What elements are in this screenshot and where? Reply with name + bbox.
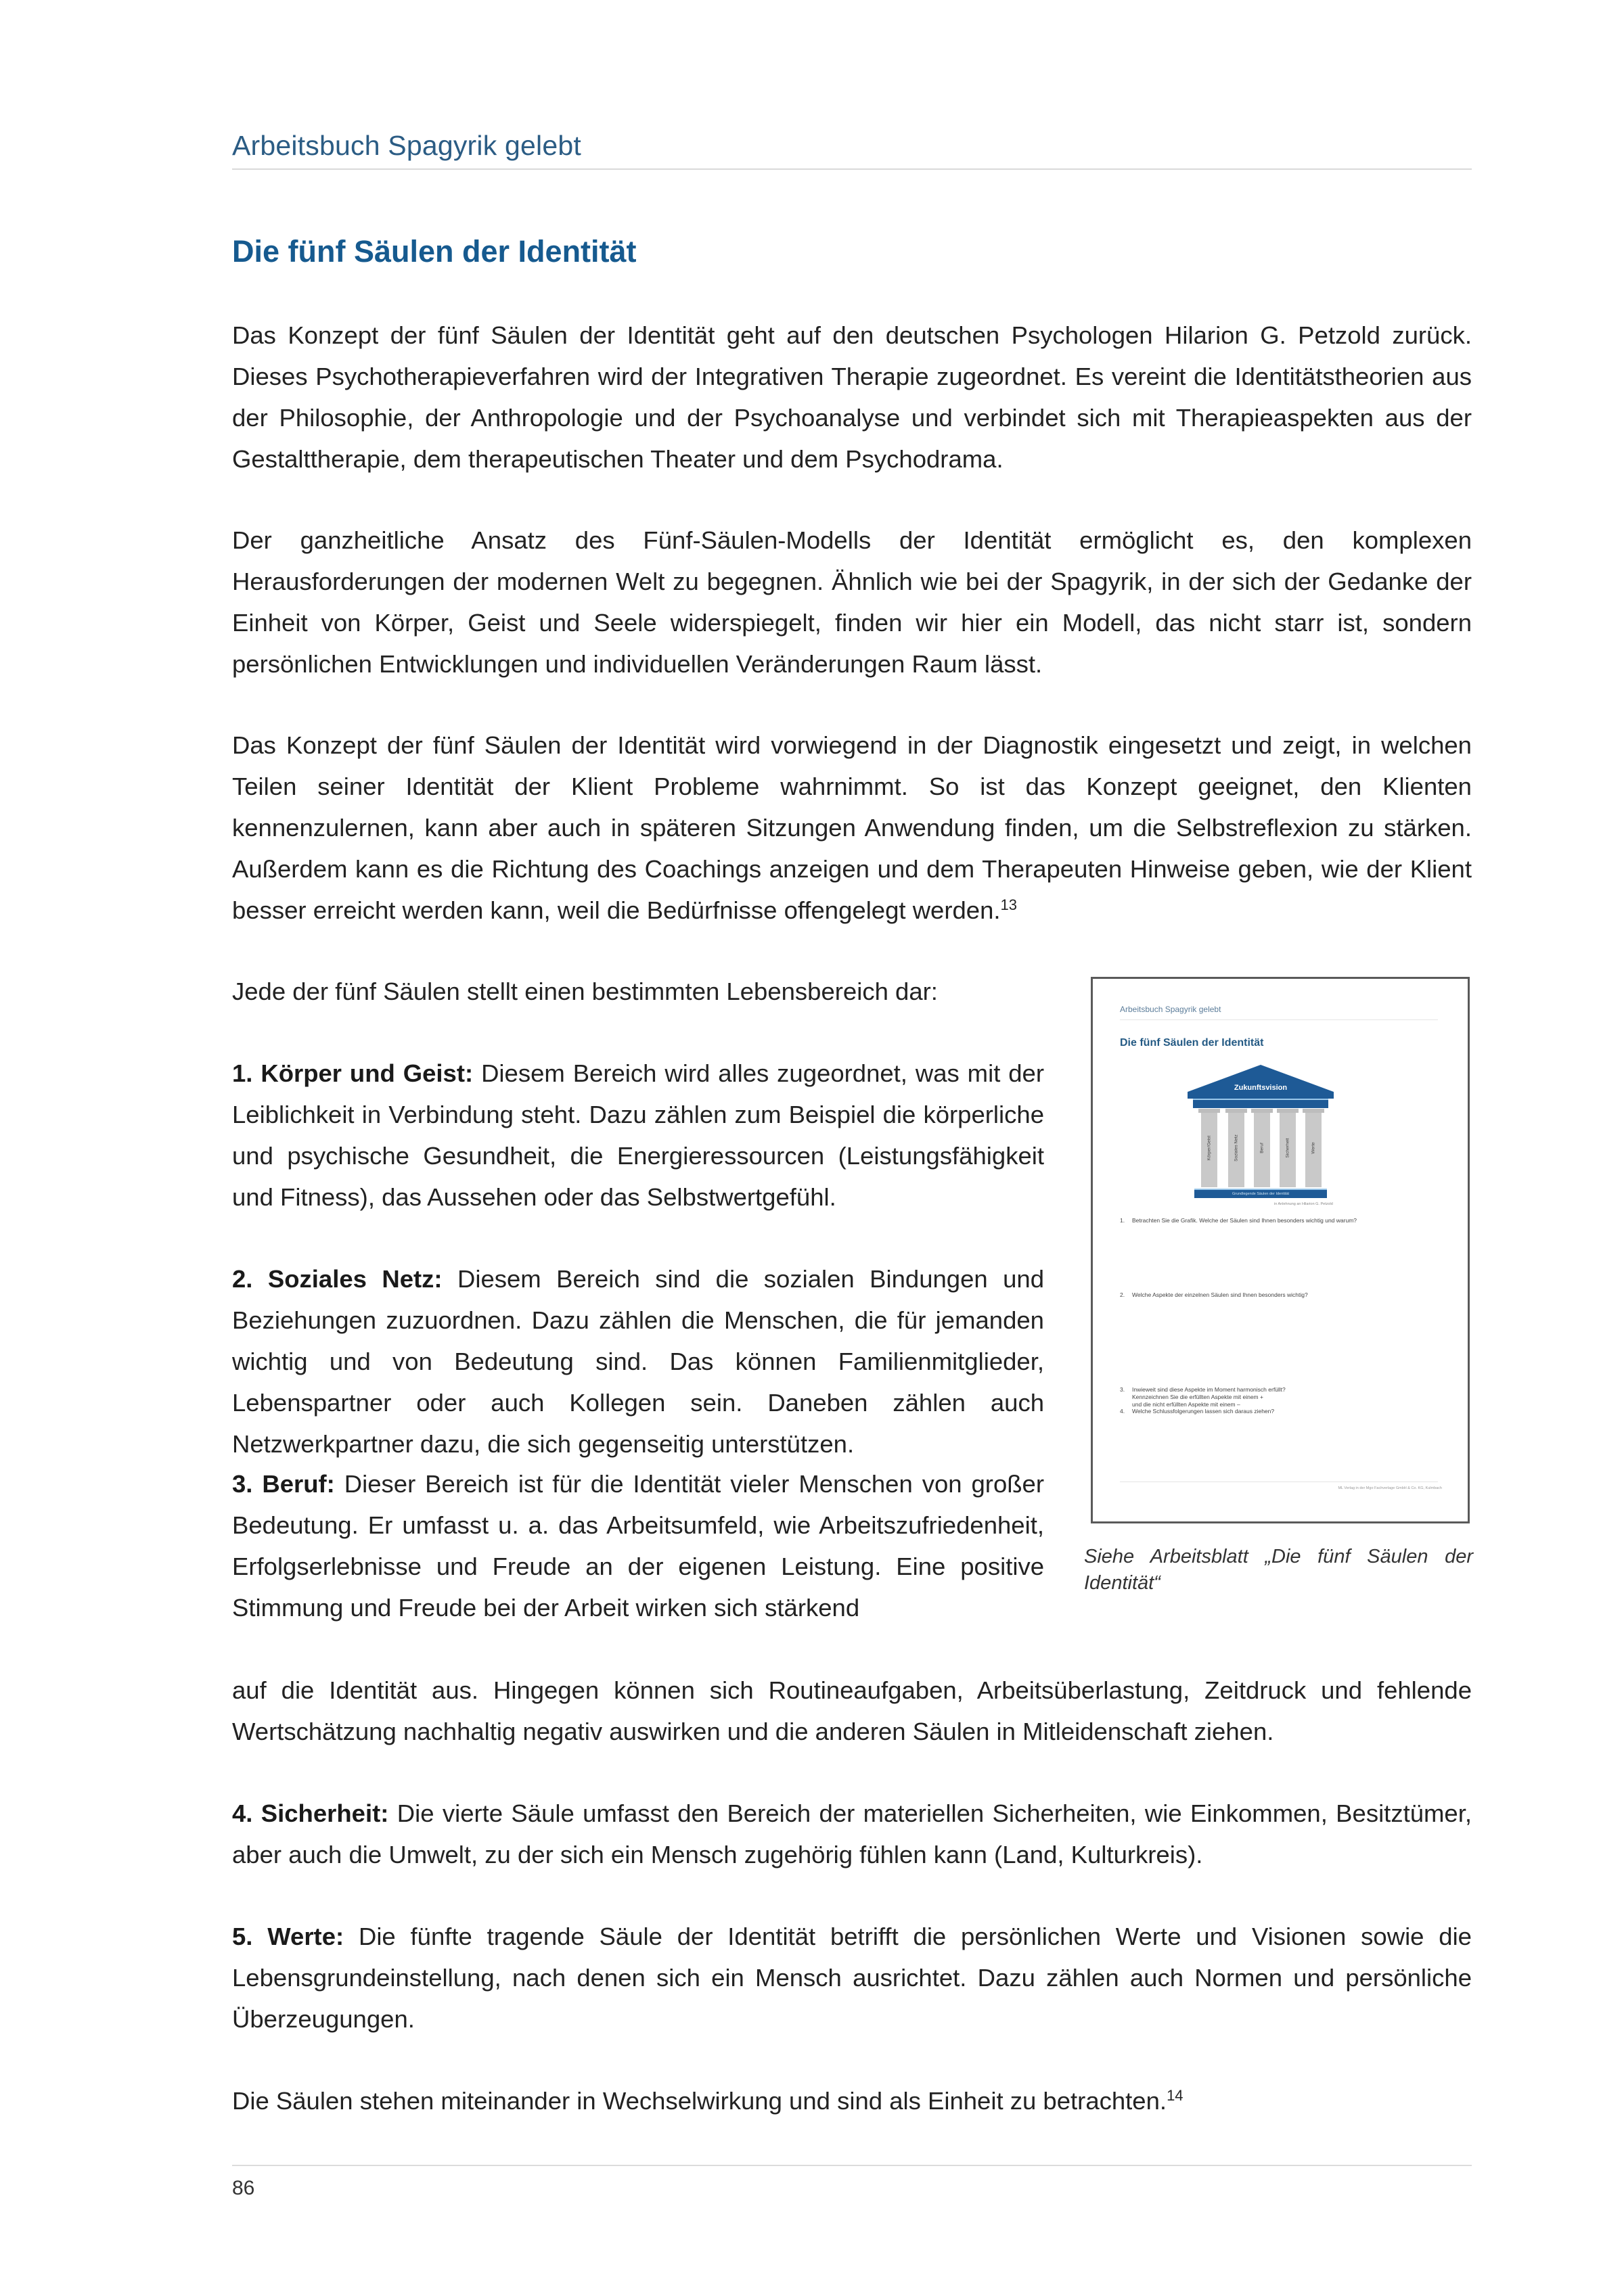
question-text-line3: und die nicht erfüllten Aspekte mit einem – bbox=[1132, 1401, 1240, 1408]
running-title: Arbeitsbuch Spagyrik gelebt bbox=[232, 130, 581, 161]
pillar-item-values bbox=[232, 1916, 1472, 2040]
pillar-item-text: Diesem Bereich sind die sozialen Bindungen und Beziehungen zuzuordnen. Dazu zählen die Menschen, die für jemanden wichtig und von Bedeutung sind. Das können Familienmitglieder, Lebenspartner oder auch Kollegen sein. Daneben zählen auch Netzwerkpartner dazu, die sich gegenseitig unterstützen. bbox=[232, 1265, 1045, 1458]
pillar-label: Soziales Netz bbox=[1234, 1134, 1239, 1162]
paragraph-diagnostics bbox=[232, 725, 1472, 931]
question-number: 4. bbox=[1120, 1408, 1125, 1415]
question-number: 2. bbox=[1120, 1291, 1125, 1298]
worksheet-question-3 bbox=[1120, 1386, 1286, 1408]
roof-label: Zukunftsvision bbox=[1234, 1084, 1288, 1092]
question-number: 3. bbox=[1120, 1386, 1125, 1393]
pillar-work bbox=[1254, 1109, 1270, 1187]
footnote-ref-14[interactable]: 14 bbox=[1167, 2086, 1183, 2104]
pillar-item-text: Die fünfte tragende Säule der Identität betrifft die persönlichen Werte und Visionen sowie die Lebensgrundeinstellung, nach denen sich ein Mensch ausrichtet. Dazu zählen auch Normen und persönliche Überzeugungen. bbox=[232, 1923, 1472, 2033]
thumbnail-header-divider bbox=[1120, 1019, 1438, 1020]
temple-beam bbox=[1193, 1099, 1328, 1108]
pillar-item-security bbox=[232, 1793, 1472, 1875]
page-title: Die fünf Säulen der Identität bbox=[232, 234, 637, 269]
temple-base: Grundlegende Säulen der Identität bbox=[1194, 1189, 1327, 1198]
question-text: Welche Schlussfolgerungen lassen sich daraus ziehen? bbox=[1132, 1408, 1275, 1415]
pillar-item-label: 5. Werte: bbox=[232, 1923, 344, 1950]
paragraph-holistic-approach: Der ganzheitliche Ansatz des Fünf-Säulen-Modells der Identität ermöglicht es, den komplexen Herausforderungen der modernen Welt zu begegnen. Ähnlich wie bei der Spagyrik, in der sich der Gedanke der Einheit von Körper, Geist und Seele widerspiegelt, finden wir hier ein Modell, das nicht starr ist, sondern persönlichen Entwicklungen und individuellen Veränderungen Raum lässt. bbox=[232, 526, 1472, 678]
pillar-body-mind bbox=[1201, 1109, 1217, 1187]
closing-paragraph bbox=[232, 2080, 1472, 2121]
footnote-ref-13[interactable]: 13 bbox=[1000, 896, 1018, 913]
pillar-item-label: 2. Soziales Netz: bbox=[232, 1265, 443, 1293]
thumbnail-publisher-note: ML Verlag in der Mgo Fachverlage GmbH & Co. KG, Kulmbach bbox=[1338, 1486, 1442, 1490]
pillar-item-social-network bbox=[232, 1258, 1044, 1465]
worksheet-question-2 bbox=[1120, 1291, 1308, 1299]
pillar-item-text: Die vierte Säule umfasst den Bereich der materiellen Sicherheiten, wie Einkommen, Besitztümer, aber auch die Umwelt, zu der sich ein Mensch zugehörig fühlen kann (Land, Kulturkreis). bbox=[232, 1799, 1472, 1868]
thumbnail-title: Die fünf Säulen der Identität bbox=[1120, 1037, 1264, 1049]
list-intro: Jede der fünf Säulen stellt einen bestimmten Lebensbereich dar: bbox=[232, 978, 938, 1005]
worksheet-caption: Siehe Arbeitsblatt „Die fünf Säulen der Identität“ bbox=[1084, 1546, 1473, 1594]
thumbnail-running-title: Arbeitsbuch Spagyrik gelebt bbox=[1120, 1005, 1221, 1014]
closing-text: Die Säulen stehen miteinander in Wechselwirkung und sind als Einheit zu betrachten. bbox=[232, 2087, 1167, 2115]
paragraph-origin: Das Konzept der fünf Säulen der Identität geht auf den deutschen Psychologen Hilarion G. Petzold zurück. Dieses Psychotherapieverfahren wird der Integrativen Therapie zugeordnet. Es vereint die Identitätstheorien aus der Philosophie, der Anthropologie und der Psychoanalyse und verbindet sich mit Therapieaspekten aus der Gestalttherapie, dem therapeutischen Theater und dem Psychodrama. bbox=[232, 321, 1472, 473]
pillar-item-text: Diesem Bereich wird alles zugeordnet, was mit der Leiblichkeit in Verbindung steht. Dazu zählen zum Beispiel die körperliche und psychische Gesundheit, die Energieressourcen (Leistungsfähigkeit und Fitness), das Aussehen oder das Selbstwertgefühl. bbox=[232, 1059, 1044, 1211]
five-pillars-diagram bbox=[1186, 1063, 1335, 1199]
pillar-item-label: 4. Sicherheit: bbox=[232, 1799, 389, 1827]
pillar-label: Werte bbox=[1311, 1142, 1316, 1154]
pillar-item-work bbox=[232, 1463, 1044, 1628]
pillar-item-label: 3. Beruf: bbox=[232, 1470, 335, 1498]
pillar-values bbox=[1305, 1109, 1322, 1187]
question-text: Inwieweit sind diese Aspekte im Moment harmonisch erfüllt? bbox=[1132, 1386, 1286, 1393]
question-text: Welche Aspekte der einzelnen Säulen sind Ihnen besonders wichtig? bbox=[1132, 1291, 1308, 1298]
question-text-line2: Kennzeichnen Sie die erfüllten Aspekte mit einem + bbox=[1132, 1394, 1263, 1400]
header-divider bbox=[232, 168, 1472, 170]
pillar-label: Beruf bbox=[1259, 1143, 1265, 1153]
pillar-social-network bbox=[1228, 1109, 1244, 1187]
pillar-item-body-mind bbox=[232, 1053, 1044, 1218]
paragraph-diagnostics-text: Das Konzept der fünf Säulen der Identität wird vorwiegend in der Diagnostik eingesetzt und zeigt, in welchen Teilen seiner Identität der Klient Probleme wahrnimmt. So ist das Konzept geeignet, den Klienten kennenzulernen, kann aber auch in späteren Sitzungen Anwendung finden, um die Selbstreflexion zu stärken. Außerdem kann es die Richtung des Coachings anzeigen und dem Therapeuten Hinweise geben, wie der Klient besser erreicht werden kann, weil die Bedürfnisse offengelegt werden. bbox=[232, 731, 1472, 924]
question-number: 1. bbox=[1120, 1217, 1125, 1224]
footer-divider bbox=[232, 2165, 1472, 2166]
pillar-item-text: Dieser Bereich ist für die Identität vieler Menschen von großer Bedeutung. Er umfasst u. a. das Arbeitsumfeld, wie Arbeitszufriedenheit, Erfolgserlebnisse und Freude an der eigenen Leistung. Eine positive Stimmung und Freude bei der Arbeit wirken sich stärkend bbox=[232, 1470, 1044, 1622]
worksheet-question-4 bbox=[1120, 1408, 1274, 1415]
question-text: Betrachten Sie die Grafik. Welche der Säulen sind Ihnen besonders wichtig und warum? bbox=[1132, 1217, 1357, 1224]
pillar-label: Körper/Geist bbox=[1206, 1135, 1212, 1161]
page-number: 86 bbox=[232, 2177, 255, 2199]
worksheet-question-1 bbox=[1120, 1217, 1357, 1224]
worksheet-thumbnail[interactable] bbox=[1091, 977, 1470, 1523]
pillar-item-work-continued: auf die Identität aus. Hingegen können sich Routineaufgaben, Arbeitsüberlastung, Zeitdruck und fehlende Wertschätzung nachhaltig negativ auswirken und die anderen Säulen in Mitleidenschaft ziehen. bbox=[232, 1676, 1472, 1745]
pillar-security bbox=[1280, 1109, 1296, 1187]
pillar-label: Sicherheit bbox=[1285, 1138, 1290, 1158]
pillar-item-label: 1. Körper und Geist: bbox=[232, 1059, 474, 1087]
diagram-credit: in Anlehnung an Hilarion G. Petzold bbox=[1274, 1202, 1333, 1206]
roof-triangle-icon bbox=[1186, 1063, 1335, 1099]
